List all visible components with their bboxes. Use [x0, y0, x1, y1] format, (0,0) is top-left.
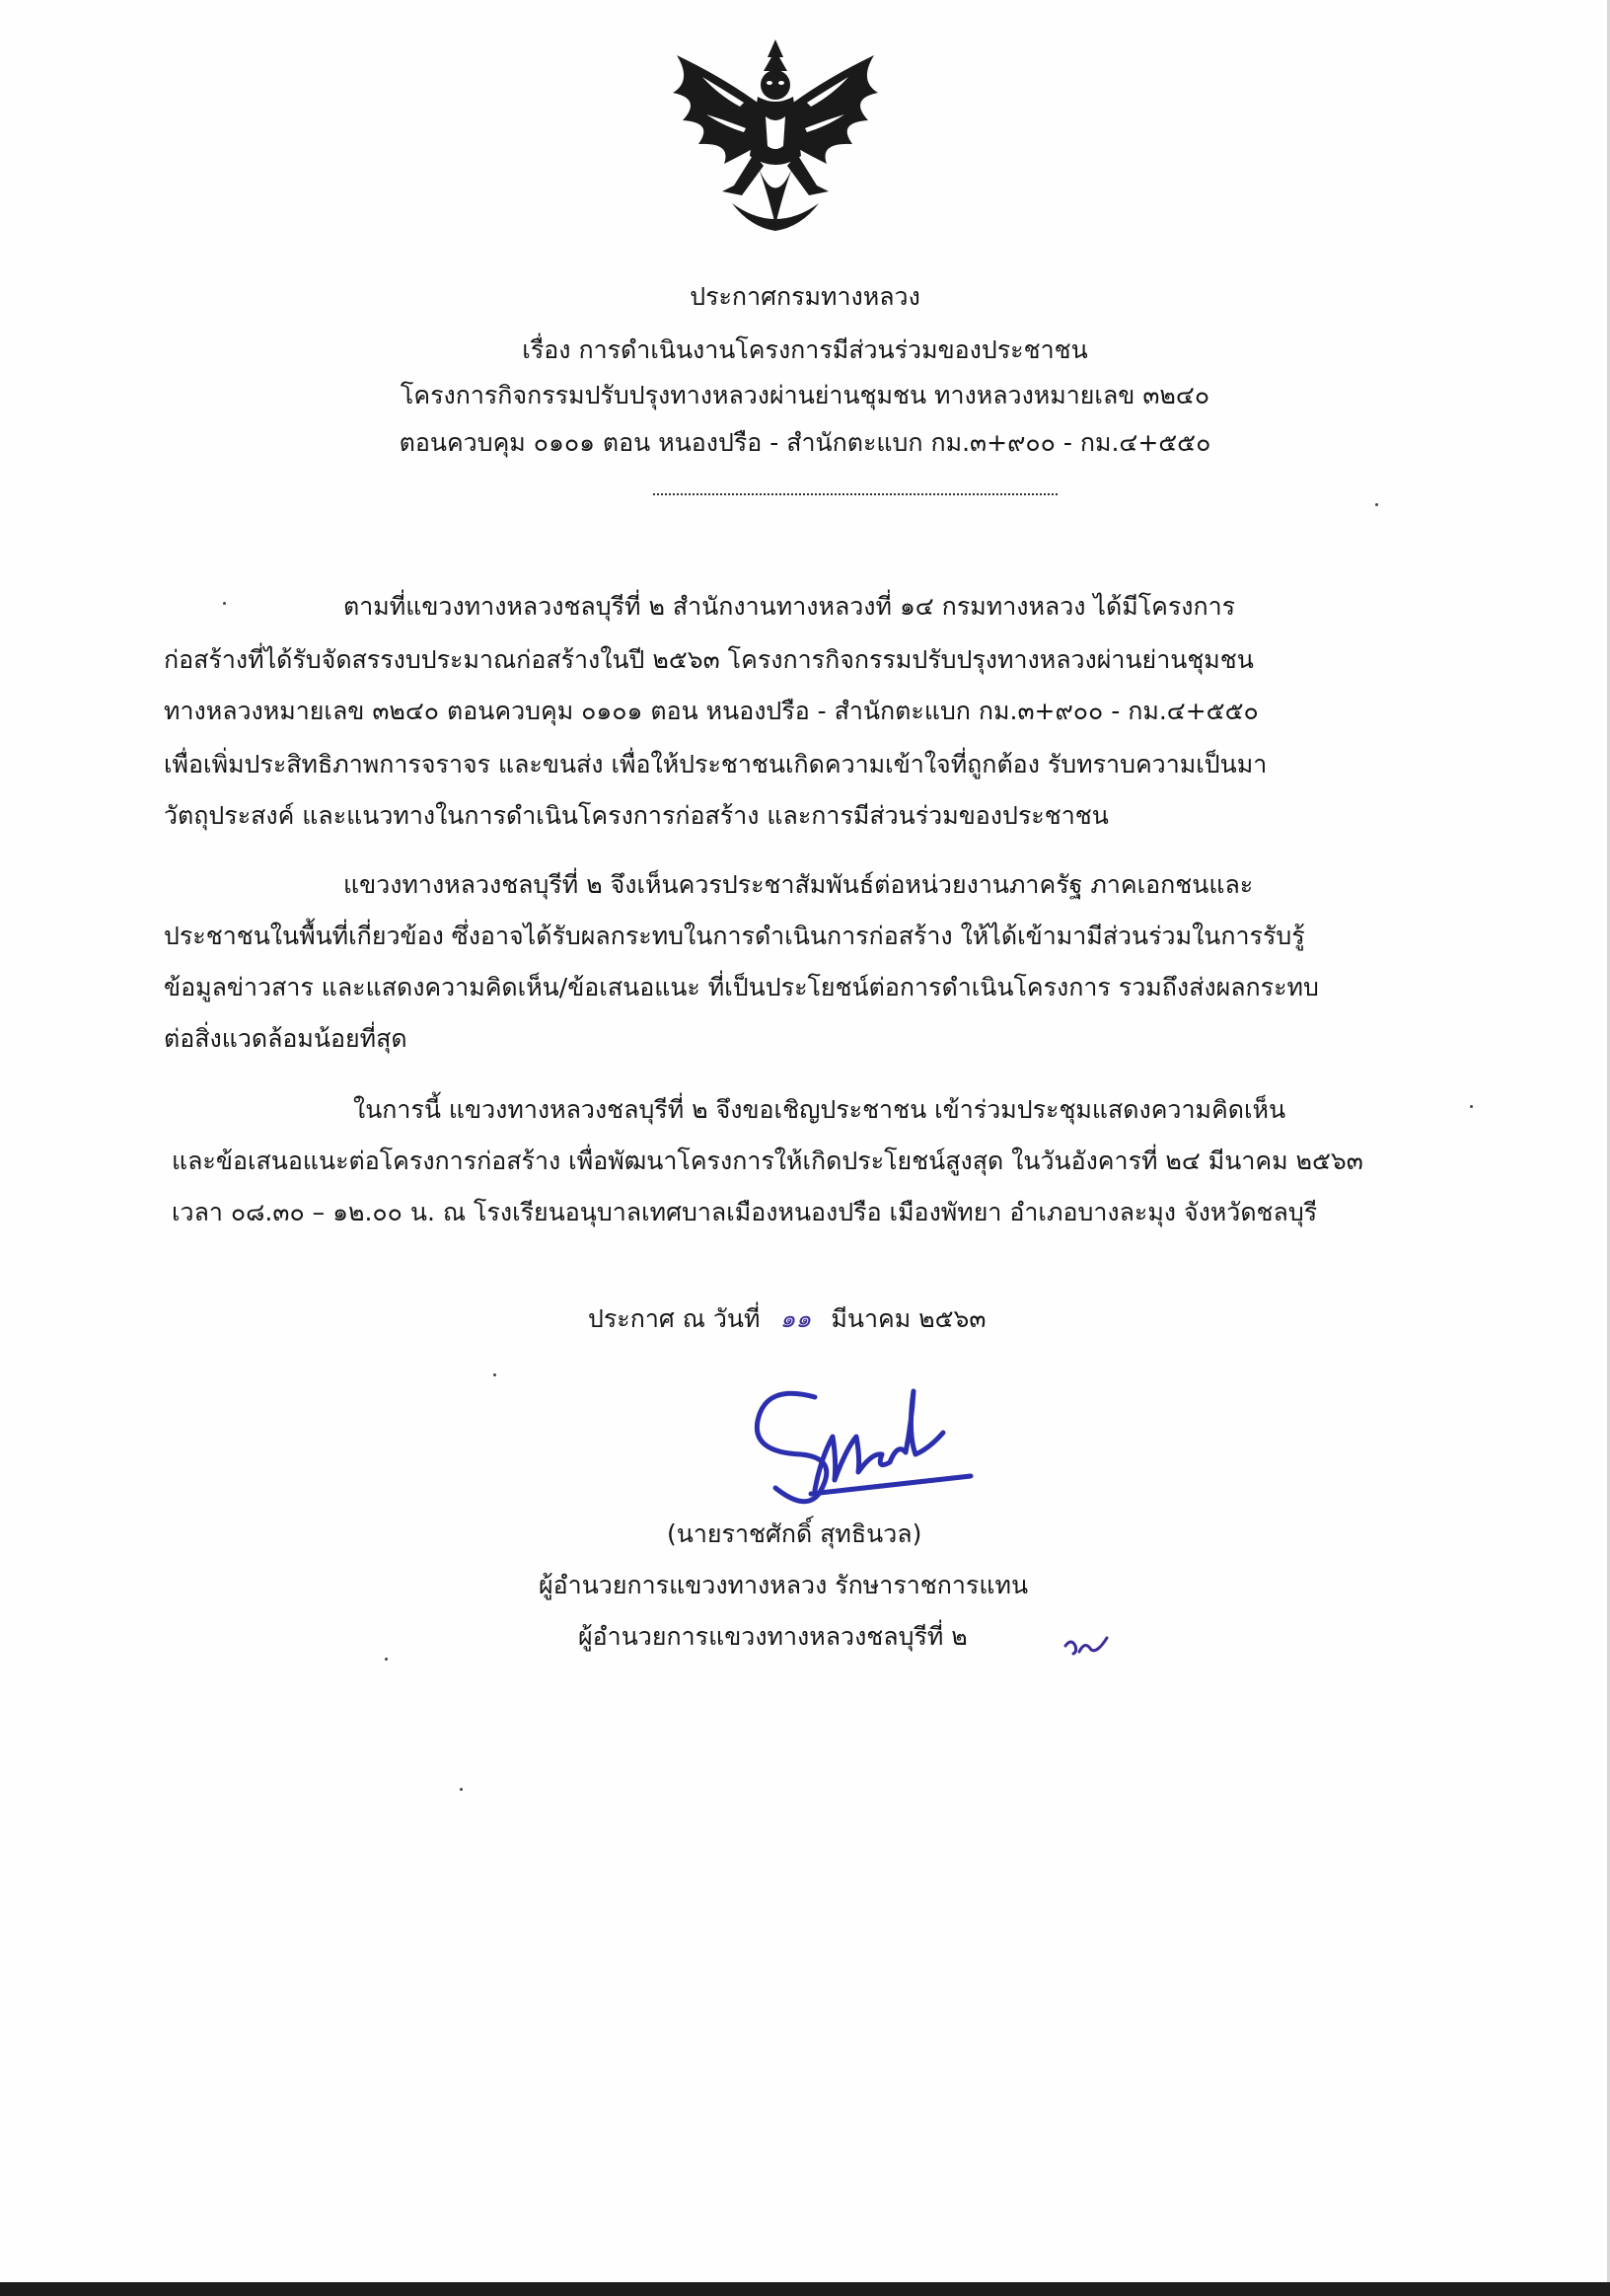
subject-line: เรื่อง การดำเนินงานโครงการมีส่วนร่วมของประชาชน	[522, 335, 1088, 364]
paragraph-1-line-5: วัตถุประสงค์ และแนวทางในการดำเนินโครงการก่อสร้าง และการมีส่วนร่วมของประชาชน	[164, 801, 1109, 830]
signatory-on-behalf-of: ผู้อำนวยการแขวงทางหลวงชลบุรีที่ ๒	[578, 1622, 968, 1651]
paragraph-3-line-1: ในการนี้ แขวงทางหลวงชลบุรีที่ ๒ จึงขอเชิญประชาชน เข้าร่วมประชุมแสดงความคิดเห็น	[353, 1095, 1286, 1124]
scan-speck	[223, 602, 226, 605]
scan-bottom-edge	[0, 2282, 1610, 2296]
paragraph-3-line-3: เวลา ๐๘.๓๐ – ๑๒.๐๐ น. ณ โรงเรียนอนุบาลเทศบาลเมืองหนองปรือ เมืองพัทยา อำเภอบางละมุง จังหวัดชลบุรี	[172, 1198, 1318, 1226]
paragraph-2-line-1: แขวงทางหลวงชลบุรีที่ ๒ จึงเห็นควรประชาสัมพันธ์ต่อหน่วยงานภาครัฐ ภาคเอกชนและ	[343, 870, 1254, 899]
paragraph-1-line-4: เพื่อเพิ่มประสิทธิภาพการจราจร และขนส่ง เพื่อให้ประชาชนเกิดความเข้าใจที่ถูกต้อง รับทราบความเป็นมา	[164, 750, 1268, 778]
signature-mark	[746, 1364, 992, 1512]
initial-mark	[1061, 1632, 1113, 1658]
announced-month-year: มีนาคม ๒๕๖๓	[831, 1304, 987, 1333]
scan-speck	[1470, 1105, 1473, 1108]
scan-speck	[460, 1788, 463, 1791]
paragraph-2-line-3: ข้อมูลข่าวสาร และแสดงความคิดเห็น/ข้อเสนอแนะ ที่เป็นประโยชน์ต่อการดำเนินโครงการ รวมถึงส่งผลกระทบ	[164, 973, 1319, 1001]
announced-prefix: ประกาศ ณ วันที่	[588, 1304, 761, 1333]
announced-day: ๑๑	[779, 1304, 812, 1333]
section-line: ตอนควบคุม ๐๑๐๑ ตอน หนองปรือ - สำนักตะแบก กม.๓+๙๐๐ - กม.๔+๕๕๐	[399, 428, 1211, 457]
garuda-emblem-icon	[663, 37, 888, 235]
paragraph-1-line-2: ก่อสร้างที่ได้รับจัดสรรงบประมาณก่อสร้างในปี ๒๕๖๓ โครงการกิจกรรมปรับปรุงทางหลวงผ่านย่านชุมชน	[164, 645, 1254, 674]
signatory-name: (นายราชศักดิ์ สุทธินวล)	[667, 1519, 922, 1548]
announcement-title: ประกาศกรมทางหลวง	[690, 282, 920, 311]
scan-speck	[385, 1658, 388, 1661]
paragraph-1-line-3: ทางหลวงหมายเลข ๓๒๔๐ ตอนควบคุม ๐๑๐๑ ตอน หนองปรือ - สำนักตะแบก กม.๓+๙๐๐ - กม.๔+๕๕๐	[164, 697, 1259, 725]
scan-speck	[493, 1373, 496, 1376]
announcement-date	[588, 1302, 987, 1336]
paragraph-3-line-2: และข้อเสนอแนะต่อโครงการก่อสร้าง เพื่อพัฒนาโครงการให้เกิดประโยชน์สูงสุด ในวันอังคารที่ ๒๔ มีนาคม ๒๕๖๓	[172, 1147, 1363, 1175]
scan-speck	[1375, 503, 1378, 506]
paragraph-2-line-2: ประชาชนในพื้นที่เกี่ยวข้อง ซึ่งอาจได้รับผลกระทบในการดำเนินการก่อสร้าง ให้ได้เข้ามามีส่วนร่วมในการรับรู้	[164, 922, 1305, 950]
paragraph-2-line-4: ต่อสิ่งแวดล้อมน้อยที่สุด	[164, 1024, 407, 1053]
signatory-position: ผู้อำนวยการแขวงทางหลวง รักษาราชการแทน	[539, 1571, 1029, 1599]
header-divider	[653, 493, 1058, 501]
paragraph-1-line-1: ตามที่แขวงทางหลวงชลบุรีที่ ๒ สำนักงานทางหลวงที่ ๑๔ กรมทางหลวง ได้มีโครงการ	[343, 592, 1236, 621]
project-line: โครงการกิจกรรมปรับปรุงทางหลวงผ่านย่านชุมชน ทางหลวงหมายเลข ๓๒๔๐	[400, 381, 1210, 409]
